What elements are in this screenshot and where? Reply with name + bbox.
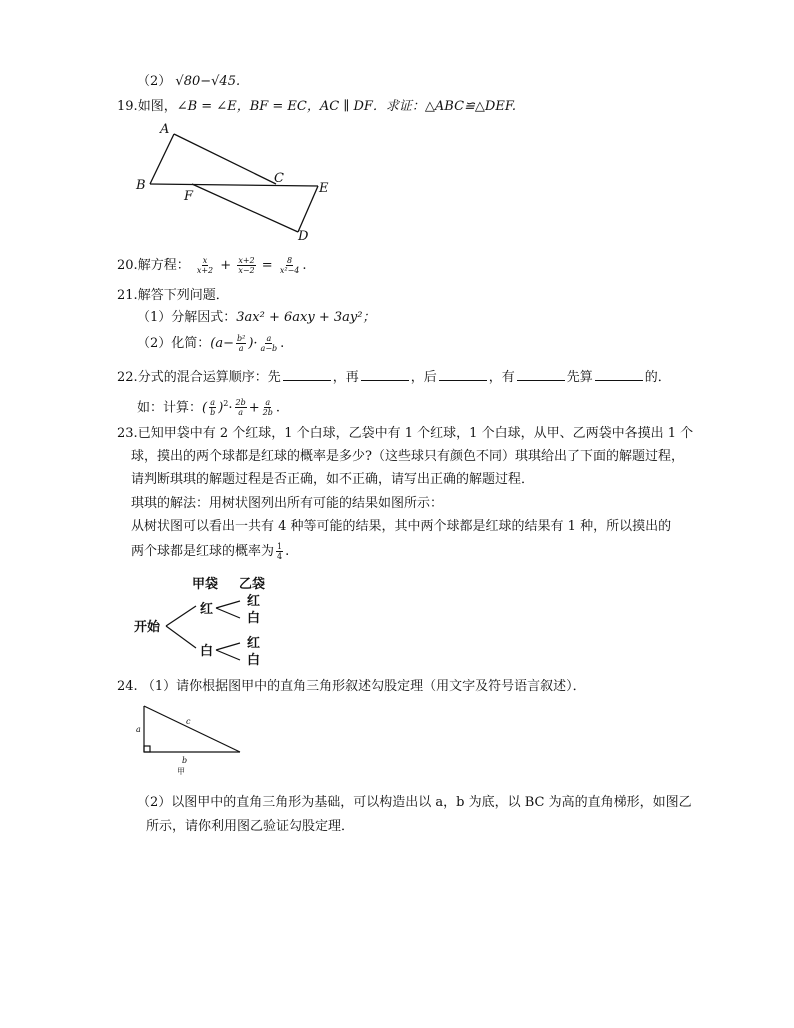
q23-fraction: $\frac{1}{4}$ [277,542,283,561]
q20-equals: = [261,258,273,273]
q24-part2-line1: （2）以图甲中的直角三角形为基础，可以构造出以 a，b 为底，以 BC 为高的直角梯形，如图乙 [137,795,692,810]
q19-point-F: F [184,189,194,204]
tree-bag2-label: 乙袋 [239,577,266,592]
q19-point-B: B [136,178,146,193]
q19-point-E: E [319,181,329,196]
tree-white-2b: 白 [247,653,261,668]
q23-line-5: 从树状图可以看出一共有 4 种等可能的结果，其中两个球都是红球的结果有 1 种，所以摸出的 [131,519,672,534]
q24-part1: 24. （1）请你根据图甲中的直角三角形叙述勾股定理（用文字及符号语言叙述）． [117,679,586,694]
q24-part2-line2: 所示，请你利用图乙验证勾股定理． [146,819,355,834]
tree-white-2a: 白 [247,611,261,626]
q22-fraction-3: $\frac{a}{2b}$ [262,398,273,418]
q22-number: 22. [117,370,138,385]
q22-fraction-1: $\frac{a}{b}$ [210,398,216,418]
q24-right-triangle [130,700,250,780]
q22-text: 22.分式的混合运算顺序：先 ，再 ，后 ，有 先算 的． [117,370,671,385]
q21-title: 解答下列问题． [137,288,229,303]
q21-fraction-2: $\frac{a}{a-b}$ [260,334,278,353]
q20-text: 20.解方程： $\frac{x}{x+2}$ + $\frac{x+2}{x-2}$ = $\frac{8}{\text{x²−4}}$ . [117,256,307,275]
q20-plus: + [220,258,232,273]
tree-red-2a: 红 [247,594,261,609]
q24-number: 24. [117,679,138,694]
q23-line-1: 23.已知甲袋中有 2 个红球，1 个白球，乙袋中有 1 个红球，1 个白球，从甲、乙两袋中各摸出 1 个 [117,426,694,441]
q22-fraction-2: $\frac{2b}{a}$ [235,398,246,418]
q22-blank-2[interactable] [361,368,409,381]
tree-white-1: 白 [200,644,214,659]
q19-prefix: 如图， [137,99,177,114]
q22-example: 如：计算：( $\frac{a}{b}$ )$^2$· $\frac{2b}{a}$ + $\frac{a}{2b}$ . [137,398,281,418]
q22-blank-1[interactable] [283,368,331,381]
q22-example-label: 如：计算： [137,400,203,416]
q21-part1 [137,309,375,327]
q19-point-A: A [160,122,170,137]
q21-text [117,287,229,305]
q20-fraction-3: $\frac{8}{\text{x²−4}}$ [279,256,300,275]
tree-bag1-label: 甲袋 [192,577,219,592]
triangle-side-b: b [182,756,188,765]
q21-part2-label: （2）化简： [137,336,211,351]
q21-number: 21. [117,288,138,303]
q20-label: 解方程： [137,258,190,273]
q19-text [117,98,516,116]
q19-point-C: C [274,171,284,186]
tree-red-1: 红 [200,602,214,617]
q23-line-4: 琪琪的解法：用树状图列出所有可能的结果如图所示： [131,496,444,511]
q21-part1-label: （1）分解因式： [137,310,237,325]
q23-number: 23. [117,426,138,441]
q19-figure [130,118,340,246]
q20-fraction-1: $\frac{x}{x+2}$ [196,256,214,275]
q23-line-3: 请判断琪琪的解题过程是否正确，如不正确，请写出正确的解题过程． [131,472,535,487]
q22-blank-4[interactable] [517,368,565,381]
q18-part2-label: （2） [137,74,172,89]
q21-fraction-1: $\frac{\text{b²}}{a}$ [237,334,246,353]
q19-point-D: D [298,229,309,244]
q21-part2: （2）化简：(a− $\frac{\text{b²}}{a}$ )· $\frac{a}{a-b}$ . [137,334,285,353]
q22-blank-3[interactable] [439,368,487,381]
triangle-side-c: c [186,717,191,726]
q23-line-6: 两个球都是红球的概率为 $\frac{1}{4}$ . [131,542,290,561]
q18-part2 [137,73,240,91]
triangle-side-a: a [136,725,141,734]
tree-start-label: 开始 [134,620,161,635]
q20-number: 20. [117,258,138,273]
q19-condition: ∠B = ∠E，BF = EC，AC ∥ DF．求证：△ABC≌△DEF. [176,99,516,114]
q23-line-2: 球，摸出的两个球都是红球的概率是多少?（这些球只有颜色不同）琪琪给出了下面的解题过程， [131,449,684,464]
q18-part2-expr: √80−√45. [175,74,241,89]
tree-red-2b: 红 [247,636,261,651]
q20-fraction-2: $\frac{x+2}{x-2}$ [238,256,255,275]
triangle-caption: 甲 [177,767,185,776]
q21-part1-expr: 3ax² + 6axy + 3ay²； [236,310,376,325]
q22-blank-5[interactable] [595,368,643,381]
q19-number: 19. [117,99,138,114]
q23-tree-diagram [130,574,280,670]
